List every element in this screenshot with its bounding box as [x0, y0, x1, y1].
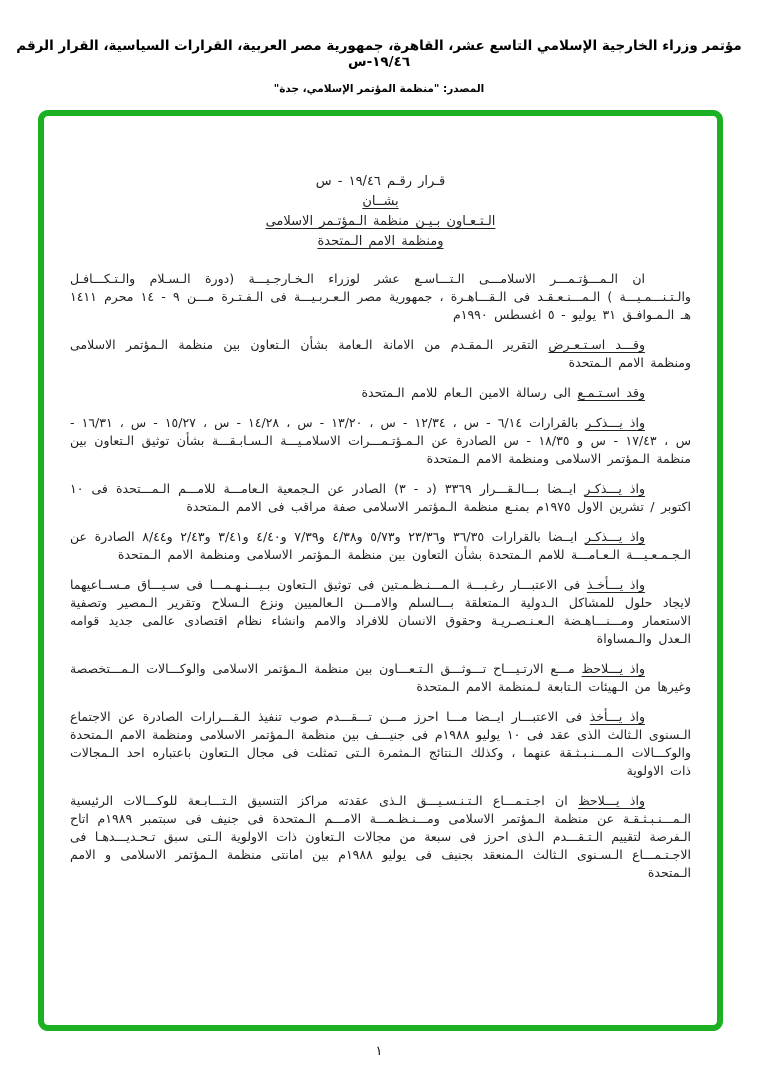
resolution-title-block [70, 172, 691, 252]
paragraph-considering-progress [70, 708, 691, 780]
paragraph-noting-coordination-meeting [70, 792, 691, 882]
paragraph-lead: واذ يـــذكـر [585, 415, 645, 430]
paragraph-text: ان الـمـــؤتـمـــر الاسلامـــى الـتـــاسـع عشر لوزراء الـخـارجـيـــة (دورة الـسـلام والـتـكـــافـل والـتـنـــمـيـــة ) الـمـــنـعـقـد فى الـقـــاهـرة ، جمهورية مصر الـعـربـيـــة فى الـفـتـرة مـــن ٩ - ١٤ محرم ١٤١١ هـ الـمـوافـق ٣١ يوليو - ٥ اغسطس ١٩٩٠م [70, 271, 691, 322]
paragraph-lead: واذ يـــأخـذ [586, 577, 645, 592]
page-number: ١ [375, 1044, 383, 1059]
paragraph-text: ايــضا بالقرارات ٣٦/٣٥ و٢٣/٣٦ و٥/٧٣ و٤/٣٨ و٧/٣٩ و٤/٤٠ و٣/٤١ و٢/٤٣ و٨/٤٤ الصادرة عن الـجـمـعـيـــة الـعـامـــة للامم الـمتحدة بشأن التعاون بين منظمة الـمؤتمر الاسلامى ومنظمة الامم الـمتحدة [70, 529, 691, 562]
paragraph-lead: وقد اسـتـمـع [577, 385, 645, 400]
resolution-subject-line1: الـتـعـاون بـيـن منظمة الـمؤتـمر الاسلامى [265, 214, 496, 229]
paragraph-preamble [70, 270, 691, 324]
paragraph-text: فى الاعتبـــار رغـبـــة الـمـــنـظـمـتين فى توثيق الـتعاون بـيـــنـهـمـــا فى سـيـــاق مـســاعيهما لايجاد حلول للمشاكل الـدولية الـمتعلقة بـــالسلم والامـــن الـعالميين ونزع الـسلاح وتقرير الـمصير وتصفية الاستعمار ومـــنـــاهـضة الـعـنـصـريـة وحقوق الانسان للافراد والامم وانشاء نظام اقتصادى عالمى جديد قوامه الـعدل والـمساواة [70, 577, 691, 646]
paragraph-text: فى الاعتبـــار ايــضا مـــا احرز مـــن تـــقـــدم صوب تنفيذ الـقـــرارات الصادرة عن الاجتماع الـسنوى الـثالث الذى عقد فى ١٠ يوليو ١٩٨٨م فى جنيـــف بين منظمة الـمؤتمر الاسلامى ومنظمة الامم الـمتحدة والوكـــالات الـمـــنـبـثـقة عنهما ، وكذلك الـنتائج الـمثمرة الـتى تمثلت فى مجال الـتعاون باعتباره احد الـمجالات ذات الاولوية [70, 709, 692, 778]
paragraph-lead: واذ يـــلاحظ [581, 661, 645, 676]
paragraph-lead: واذ يـــلاحظ [578, 793, 645, 808]
paragraph-recalling-ga-resolutions [70, 528, 691, 564]
resolution-subject-line2: ومنظمة الامم الـمتحدة [317, 234, 444, 249]
paragraph-lead: واذ يـــأخذ [589, 709, 645, 724]
paragraph-text: الى رسالة الامين الـعام للامم الـمتحدة [361, 385, 578, 400]
paragraph-considering-cooperation-desire [70, 576, 691, 648]
paragraph-heard-message [70, 384, 691, 402]
paragraph-reviewed-report [70, 336, 691, 372]
paragraph-recalling-ga-observer-resolution [70, 480, 691, 516]
paragraph-text: بالقرارات ٦/١٤ - س ، ١٢/٣٤ - س ، ١٣/٢٠ - س ، ١٤/٢٨ - س ، ١٥/٢٧ - س ، ١٦/٣١ - س ، ١٧/٤٣ - س و ١٨/٣٥ - س الصادرة عن الـمـؤتـمـــرات الاسلامـيـــة الـسـابـقـــة بشأن توثيق الـتعاون بين منظمة الـمؤتمر الاسلامى ومنظمة الامم الـمتحدة [70, 415, 691, 466]
document-header-title: مؤتمر وزراء الخارجية الإسلامي التاسع عشر، القاهرة، جمهورية مصر العربية، القرارات السياسية، القرار الرقم ١٩/٤٦-س [16, 38, 742, 70]
document-source-line: المصدر: "منظمة المؤتمر الإسلامي، جدة" [273, 83, 485, 95]
paragraph-lead: وقـــد اسـتـعـرض [548, 337, 645, 352]
paragraph-text: ايــضا بـــالـقـــرار ٣٣٦٩ (د - ٣) الصادر عن الـجمعية الـعامـــة للامـــم الـمـــتحدة فى ١٠ اكتوبر / تشرين الاول ١٩٧٥م بمنـع منظمة الـمؤتمر الاسلامى صفة مراقب فى الامم الـمتحدة [70, 481, 691, 514]
resolution-subject-label: بشــان [362, 194, 399, 209]
paragraph-lead: واذ يـــذكـر [584, 481, 646, 496]
paragraph-text: مـــع الارتـيـــاح تـــوثـــق الـتـعـــاون بين منظمة الـمؤتمر الاسلامى والوكـــالات الـمـــتخصصة وغيرها من الـهيئات الـتابعة لـمنظمة الامم الـمتحدة [70, 661, 691, 694]
paragraph-noting-cooperation-satisfaction [70, 660, 691, 696]
paragraph-lead: واذ يـــذكـر [584, 529, 646, 544]
paragraph-text: ان اجـتـمـــاع الـتـنـسـيـــق الـذى عقدته مراكز التنسيق الـتـــابـعة للوكـــالات الرئيسية الـمـــنـبـثـقـة عن منظمة الـمؤتمر الاسلامى ومـــنـظـمـــة الامـــم الـمتحدة فى جنيف فى سبتمبر ١٩٨٩م اتاح الـفرصة لتقييم الـتـقـــدم الـذى احرز فى سبعة من مجالات الـتعاون ذات الاولوية الـتى سبق تـحـديـــدهـا فى الاجـتـمـــاع الـسـنوى الـثالث الـمنعقد بجنيف فى يوليو ١٩٨٨م بين امانتى منظمة الـمؤتمر الاسلامى و الامم الـمتحدة [70, 793, 692, 880]
scanned-document-frame [38, 110, 723, 1031]
paragraph-text: التقرير الـمقـدم من الامانة الـعامة بشأن الـتعاون بين منظمة الـمؤتمر الاسلامى ومنظمة الامم الـمتحدة [70, 337, 691, 370]
resolution-number: قـرار رقـم ١٩/٤٦ - س [315, 174, 446, 189]
paragraph-recalling-icfm-resolutions [70, 414, 691, 468]
